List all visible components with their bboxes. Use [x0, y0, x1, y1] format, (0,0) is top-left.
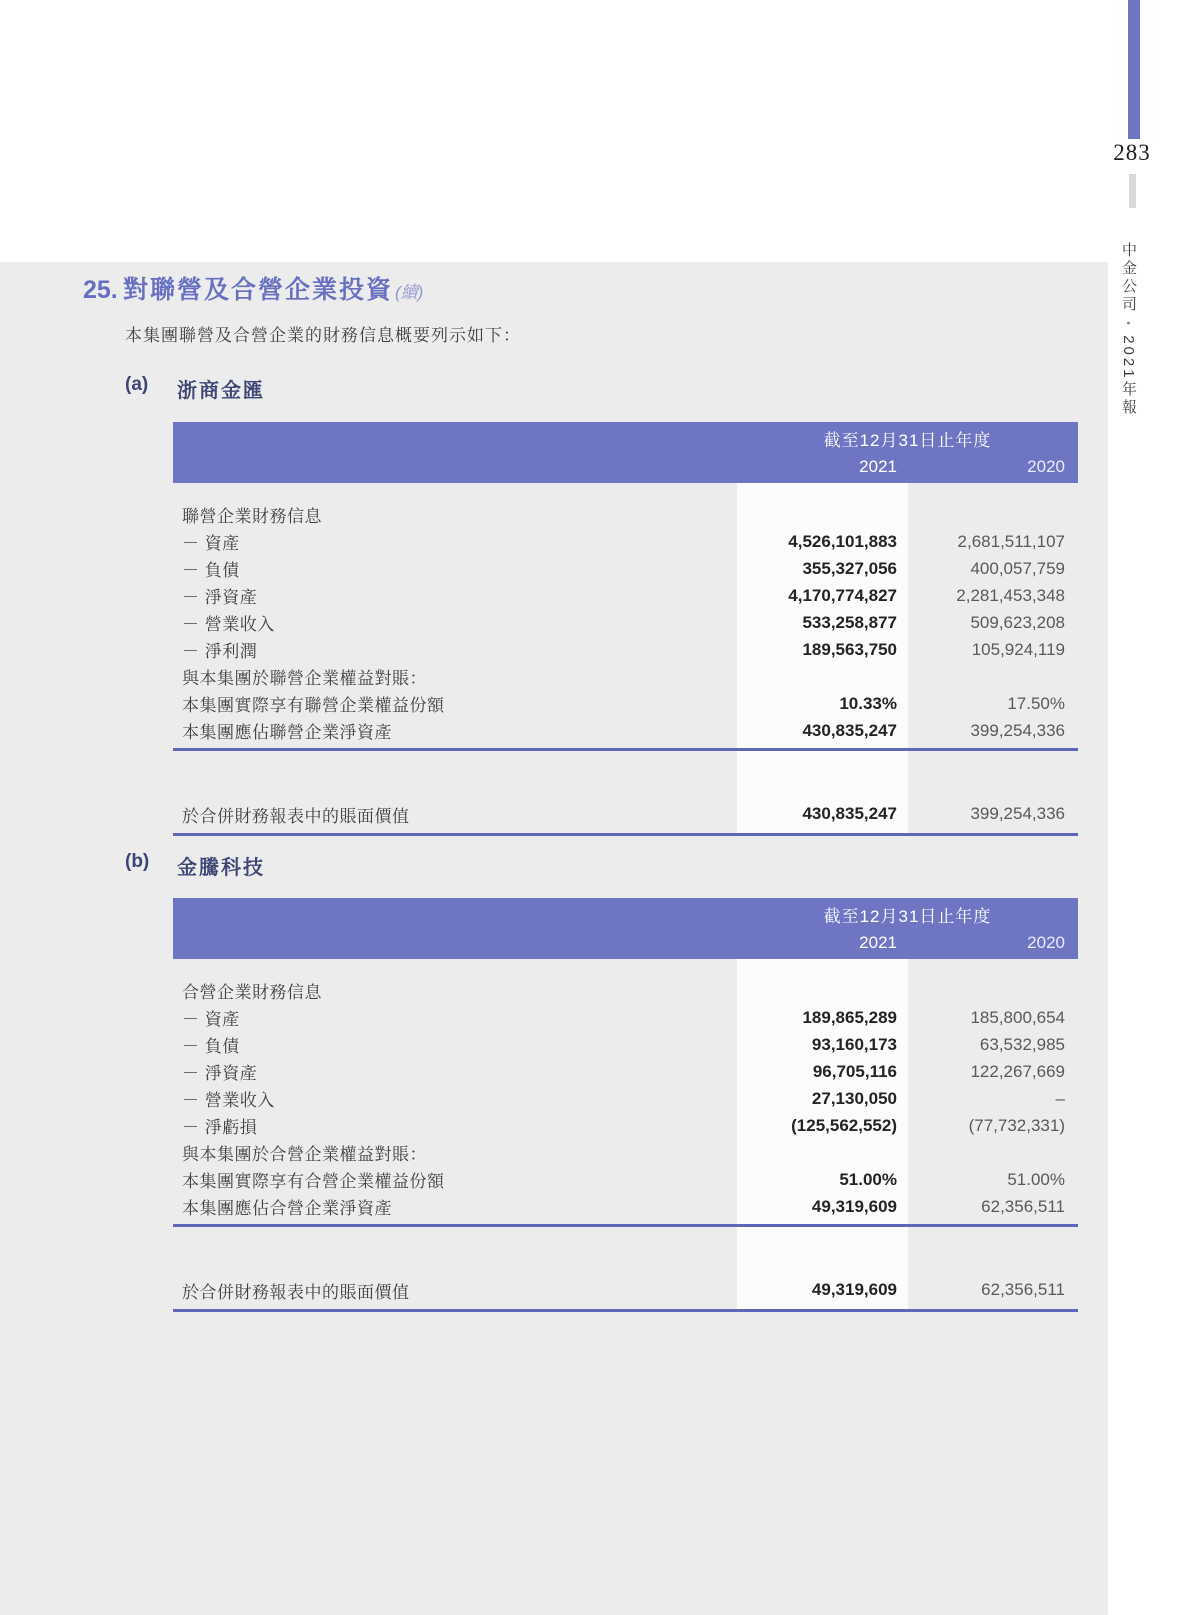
table-row — [173, 636, 1078, 663]
table-header-columns — [737, 898, 1078, 959]
value-2020: 51.00% — [1007, 1169, 1065, 1189]
row-label: 本集團應佔合營企業淨資產 — [182, 1199, 392, 1218]
sidebar-bullet-icon: • — [1122, 321, 1134, 329]
financial-table-b — [173, 898, 1078, 1312]
sidebar-year: 2021年報 — [1120, 335, 1137, 417]
value-2021: 51.00% — [839, 1169, 897, 1189]
column-header-2020: 2020 — [1027, 932, 1065, 952]
note-intro-text: 本集團聯營及合營企業的財務信息概要列示如下： — [125, 326, 521, 345]
value-2020: 63,532,985 — [979, 1034, 1065, 1054]
row-label: 與本集團於合營企業權益對賬： — [182, 1145, 427, 1164]
row-label: － 淨資產 — [182, 588, 258, 607]
section-b-label: (b) — [125, 851, 150, 872]
value-2021: 96,705,116 — [812, 1061, 897, 1081]
table-row — [173, 1058, 1078, 1085]
table-spacer — [173, 751, 1078, 799]
value-2020: 400,057,759 — [970, 558, 1065, 578]
page-edge-accent-bar — [1128, 0, 1140, 139]
financial-table-a — [173, 422, 1078, 836]
value-2020: 399,254,336 — [970, 804, 1065, 823]
value-2021: 93,160,173 — [811, 1034, 897, 1054]
value-2020: 509,623,208 — [970, 612, 1065, 632]
note-title: 對聯營及合營企業投資 — [123, 276, 394, 304]
note-number: 25. — [83, 276, 118, 304]
table-row — [173, 799, 1078, 829]
value-2020: 62,356,511 — [981, 1280, 1065, 1299]
row-label: － 負債 — [182, 1037, 240, 1056]
value-2021: 27,130,050 — [811, 1088, 897, 1108]
value-2021: 10.33% — [839, 693, 897, 713]
row-label: 聯營企業財務信息 — [182, 507, 322, 526]
value-2021: 430,835,247 — [802, 720, 897, 740]
table-row — [173, 1275, 1078, 1305]
table-header-columns — [737, 422, 1078, 483]
value-2020: 399,254,336 — [970, 720, 1065, 740]
row-label: － 營業收入 — [182, 615, 275, 634]
table-row — [173, 690, 1078, 717]
page-number-tick — [1129, 174, 1136, 208]
table-row — [173, 1166, 1078, 1193]
row-label: － 資產 — [182, 534, 240, 553]
table-row — [173, 1112, 1078, 1139]
sidebar-brand: 中金公司 — [1120, 242, 1137, 314]
row-label: － 負債 — [182, 561, 240, 580]
table-row — [173, 663, 1078, 690]
column-header-2021: 2021 — [859, 932, 897, 952]
value-2020: 185,800,654 — [970, 1007, 1065, 1027]
value-2020: 2,681,511,107 — [957, 531, 1065, 551]
period-header: 截至12月31日止年度 — [823, 906, 992, 926]
value-2021: 189,563,750 — [802, 639, 897, 659]
period-header: 截至12月31日止年度 — [823, 430, 992, 450]
value-2021: 4,170,774,827 — [788, 585, 897, 605]
value-2020: 2,281,453,348 — [956, 585, 1065, 605]
table-row — [173, 1139, 1078, 1166]
page-number: 283 — [1113, 140, 1151, 165]
table-row — [173, 1031, 1078, 1058]
row-label: 本集團應佔聯營企業淨資產 — [182, 723, 392, 742]
table-row — [173, 501, 1078, 528]
table-row — [173, 1085, 1078, 1112]
column-header-2021: 2021 — [859, 456, 897, 476]
row-label: － 資產 — [182, 1010, 240, 1029]
table-rule — [173, 833, 1078, 836]
year-headers — [737, 454, 1078, 480]
table-row — [173, 977, 1078, 1004]
table-spacer — [173, 1227, 1078, 1275]
table-row — [173, 582, 1078, 609]
row-label: 於合併財務報表中的賬面價值 — [182, 806, 410, 826]
value-2021: 355,327,056 — [802, 558, 897, 578]
row-label: 於合併財務報表中的賬面價值 — [182, 1282, 410, 1302]
row-label: 合營企業財務信息 — [182, 983, 322, 1002]
column-header-2020: 2020 — [1027, 456, 1065, 476]
value-2021: 4,526,101,883 — [788, 531, 897, 551]
year-headers — [737, 930, 1078, 956]
value-2020: 122,267,669 — [970, 1061, 1065, 1081]
value-2021: (125,562,552) — [791, 1115, 897, 1135]
table-header-band — [173, 422, 1078, 483]
sidebar-vertical-text — [1117, 242, 1139, 417]
value-2021: 49,319,609 — [811, 1196, 897, 1216]
value-2020: – — [1055, 1088, 1065, 1108]
table-row — [173, 717, 1078, 744]
row-label: － 營業收入 — [182, 1091, 275, 1110]
value-2020: (77,732,331) — [968, 1115, 1065, 1135]
table-row — [173, 555, 1078, 582]
table-body — [173, 959, 1078, 1312]
table-row — [173, 528, 1078, 555]
value-2021: 533,258,877 — [802, 612, 897, 632]
value-2020: 17.50% — [1007, 693, 1065, 713]
section-a-heading — [125, 374, 265, 403]
section-a-name: 浙商金匯 — [177, 380, 265, 402]
value-2020: 105,924,119 — [971, 639, 1065, 659]
table-row — [173, 1193, 1078, 1220]
value-2020: 62,356,511 — [981, 1196, 1065, 1216]
row-label: － 淨資產 — [182, 1064, 258, 1083]
table-body — [173, 483, 1078, 836]
section-b-name: 金騰科技 — [177, 857, 265, 879]
section-b-heading — [125, 851, 265, 880]
value-2021: 49,319,609 — [811, 1280, 897, 1299]
table-row — [173, 609, 1078, 636]
section-a-label: (a) — [125, 374, 149, 395]
row-label: － 淨利潤 — [182, 642, 258, 661]
note-heading — [83, 270, 423, 306]
value-2021: 430,835,247 — [802, 804, 897, 823]
row-label: 本集團實際享有合營企業權益份額 — [182, 1172, 445, 1191]
row-label: 與本集團於聯營企業權益對賬： — [182, 669, 427, 688]
value-2021: 189,865,289 — [802, 1007, 897, 1027]
table-row — [173, 1004, 1078, 1031]
note-continued-suffix: (續) — [395, 283, 424, 302]
table-rule — [173, 1309, 1078, 1312]
row-label: 本集團實際享有聯營企業權益份額 — [182, 696, 445, 715]
table-header-band — [173, 898, 1078, 959]
row-label: － 淨虧損 — [182, 1118, 258, 1137]
